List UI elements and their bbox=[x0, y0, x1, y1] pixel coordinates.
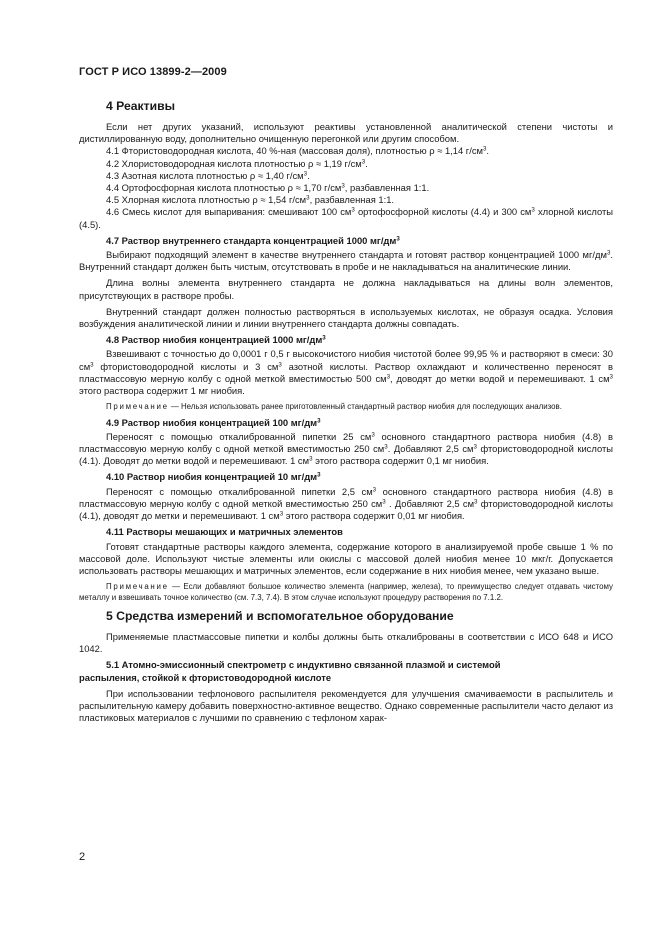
subsection-4-10-paragraph: Переносят с помощью откалиброванной пипетки 2,5 $см^3$ основного стандартного раствора ниобия (4.8) в пластмассовую мерную колбу с одной меткой вместимостью 250 $см^3$ . Добавляют 2,5 $см^3$ фтористоводородной кислоты (4.1), доводят до метки и перемешивают. 1 $см^3$ этого раствора содержит 0,01 мг ниобия. bbox=[79, 485, 614, 522]
subsection-4-11-paragraph: Готовят стандартные растворы каждого элемента, содержание которого в анализируемой пробе свыше 1 % по массовой доле. Используют чистые элементы или окислы с массовой долей ниобия менее 10 мкг/г. Допускается использовать растворы мешающих и матричных элементов, если содержание в них ниобия менее, чем указано выше. bbox=[79, 540, 613, 576]
page-content bbox=[79, 93, 613, 724]
subsection-4-7-paragraph-1: Выбирают подходящий элемент в качестве внутреннего стандарта и готовят раствор концентрацией 1000 $мг/дм^3$. Внутренний стандарт должен быть чистым, отсутствовать в пробе и не накладываться на аналитические линии. bbox=[79, 249, 613, 273]
subsection-4-11-heading: 4.11 Растворы мешающих и матричных элементов bbox=[106, 526, 343, 538]
section-5-heading: 5 Средства измерений и вспомогательное оборудование bbox=[106, 608, 454, 623]
subsection-5-1-paragraph: При использовании тефлонового распылителя рекомендуется для улучшения смачиваемости в распылитель и распылительную камеру добавить поверхностно-активное вещество. Однако современные распылители часто делают из пластиковых материалов с лучшими по сравнению с тефлоном харак- bbox=[79, 687, 613, 724]
subsection-4-7-heading: 4.7 Раствор внутреннего стандарта концентрацией 1000 $мг/дм^3$ bbox=[106, 234, 400, 246]
subsection-4-8-heading: 4.8 Раствор ниобия концентрацией 1000 $мг/дм^3$ bbox=[106, 334, 326, 346]
subsection-4-9-paragraph: Переносят с помощью откалиброванной пипетки 25 $см^3$ основного стандартного раствора ниобия (4.8) в пластмассовую мерную колбу с одной меткой вместимостью 250 $см^3$. Добавляют 2,5 $см^3$ фтористоводородной кислоты (4.1). Доводят до метки водой и перемешивают. 1 $см^3$ этого раствора содержит 0,1 мг ниобия. bbox=[79, 430, 613, 467]
note-2: Примечание — Если добавляют большое количество элемента (например, железа), то преимущество следует отдавать чистому металлу и взвешивать точное количество (см. 7.3, 7.4). В этом случае используют процедуру растворения по 7.1.2. bbox=[79, 582, 613, 602]
standard-header: ГОСТ Р ИСО 13899-2—2009 bbox=[79, 66, 227, 78]
item-4-3: 4.3 Азотная кислота плотностью ρ ≈ 1,40 $г/см^3$. bbox=[106, 169, 310, 181]
subsection-4-10-heading: 4.10 Раствор ниобия концентрацией 10 $мг/дм^3$ bbox=[106, 471, 321, 483]
page-number: 2 bbox=[79, 851, 86, 863]
subsection-4-7-paragraph-2: Длина волны элемента внутреннего стандарта не должна накладываться на длины волн элементов, присутствующих в растворе пробы. bbox=[79, 277, 613, 301]
item-4-1: 4.1 Фтористоводородная кислота, 40 %-ная (массовая доля), плотностью ρ ≈ 1,14 $г/см^3$. bbox=[106, 145, 490, 157]
item-4-4: 4.4 Ортофосфорная кислота плотностью ρ ≈ 1,70 $г/см^3$, разбавленная 1:1. bbox=[106, 182, 430, 194]
subsection-5-1-heading-line-1: 5.1 Атомно-эмиссионный спектрометр с индуктивно связанной плазмой и системой bbox=[106, 659, 501, 671]
item-4-2: 4.2 Хлористоводородная кислота плотностью ρ ≈ 1,19 $г/см^3$. bbox=[106, 157, 368, 169]
item-4-5: 4.5 Хлорная кислота плотностью ρ ≈ 1,54 $г/см^3$, разбавленная 1:1. bbox=[106, 194, 395, 206]
subsection-4-9-heading: 4.9 Раствор ниобия концентрацией 100 $мг/дм^3$ bbox=[106, 416, 321, 428]
section-5-intro: Применяемые пластмассовые пипетки и колбы должны быть откалиброваны в соответствии с ИСО 648 и ИСО 1042. bbox=[79, 630, 613, 655]
subsection-5-1-heading-line-2: распыления, стойкой к фтористоводородной кислоте bbox=[79, 671, 332, 683]
section-4-intro: Если нет других указаний, используют реактивы установленной аналитической степени чистоты и дистиллированную воду, дополнительно очищенную перегонкой или другим способом. bbox=[79, 121, 613, 145]
note-1: Примечание — Нельзя использовать ранее приготовленный стандартный раствор ниобия для последующих анализов. bbox=[106, 402, 562, 412]
section-4-heading: 4 Реактивы bbox=[106, 99, 176, 113]
item-4-6: 4.6 Смесь кислот для выпаривания: смешивают 100 $см^3$ ортофосфорной кислоты (4.4) и 300 $см^3$ хлорной кислоты (4.5). bbox=[79, 206, 614, 230]
subsection-4-8-paragraph: Взвешивают с точностью до 0,0001 г 0,5 г высокочистого ниобия чистотой более 99,95 % и растворяют в смеси: 30 $см^3$ фтористоводородной кислоты и 3 $см^3$ азотной кислоты. Раствор охлаждают и количественно переносят в пластмассовую мерную колбу с одной меткой вместимостью 500 $см^3$, доводят до метки водой и перемешивают. 1 $см^3$ этого раствора содержит 1 мг ниобия. bbox=[79, 348, 613, 397]
subsection-4-7-paragraph-3: Внутренний стандарт должен полностью растворяться в используемых кислотах, не образуя осадка. Условия возбуждения аналитической линии и линии внутреннего стандарта должны совпадать. bbox=[79, 305, 613, 330]
